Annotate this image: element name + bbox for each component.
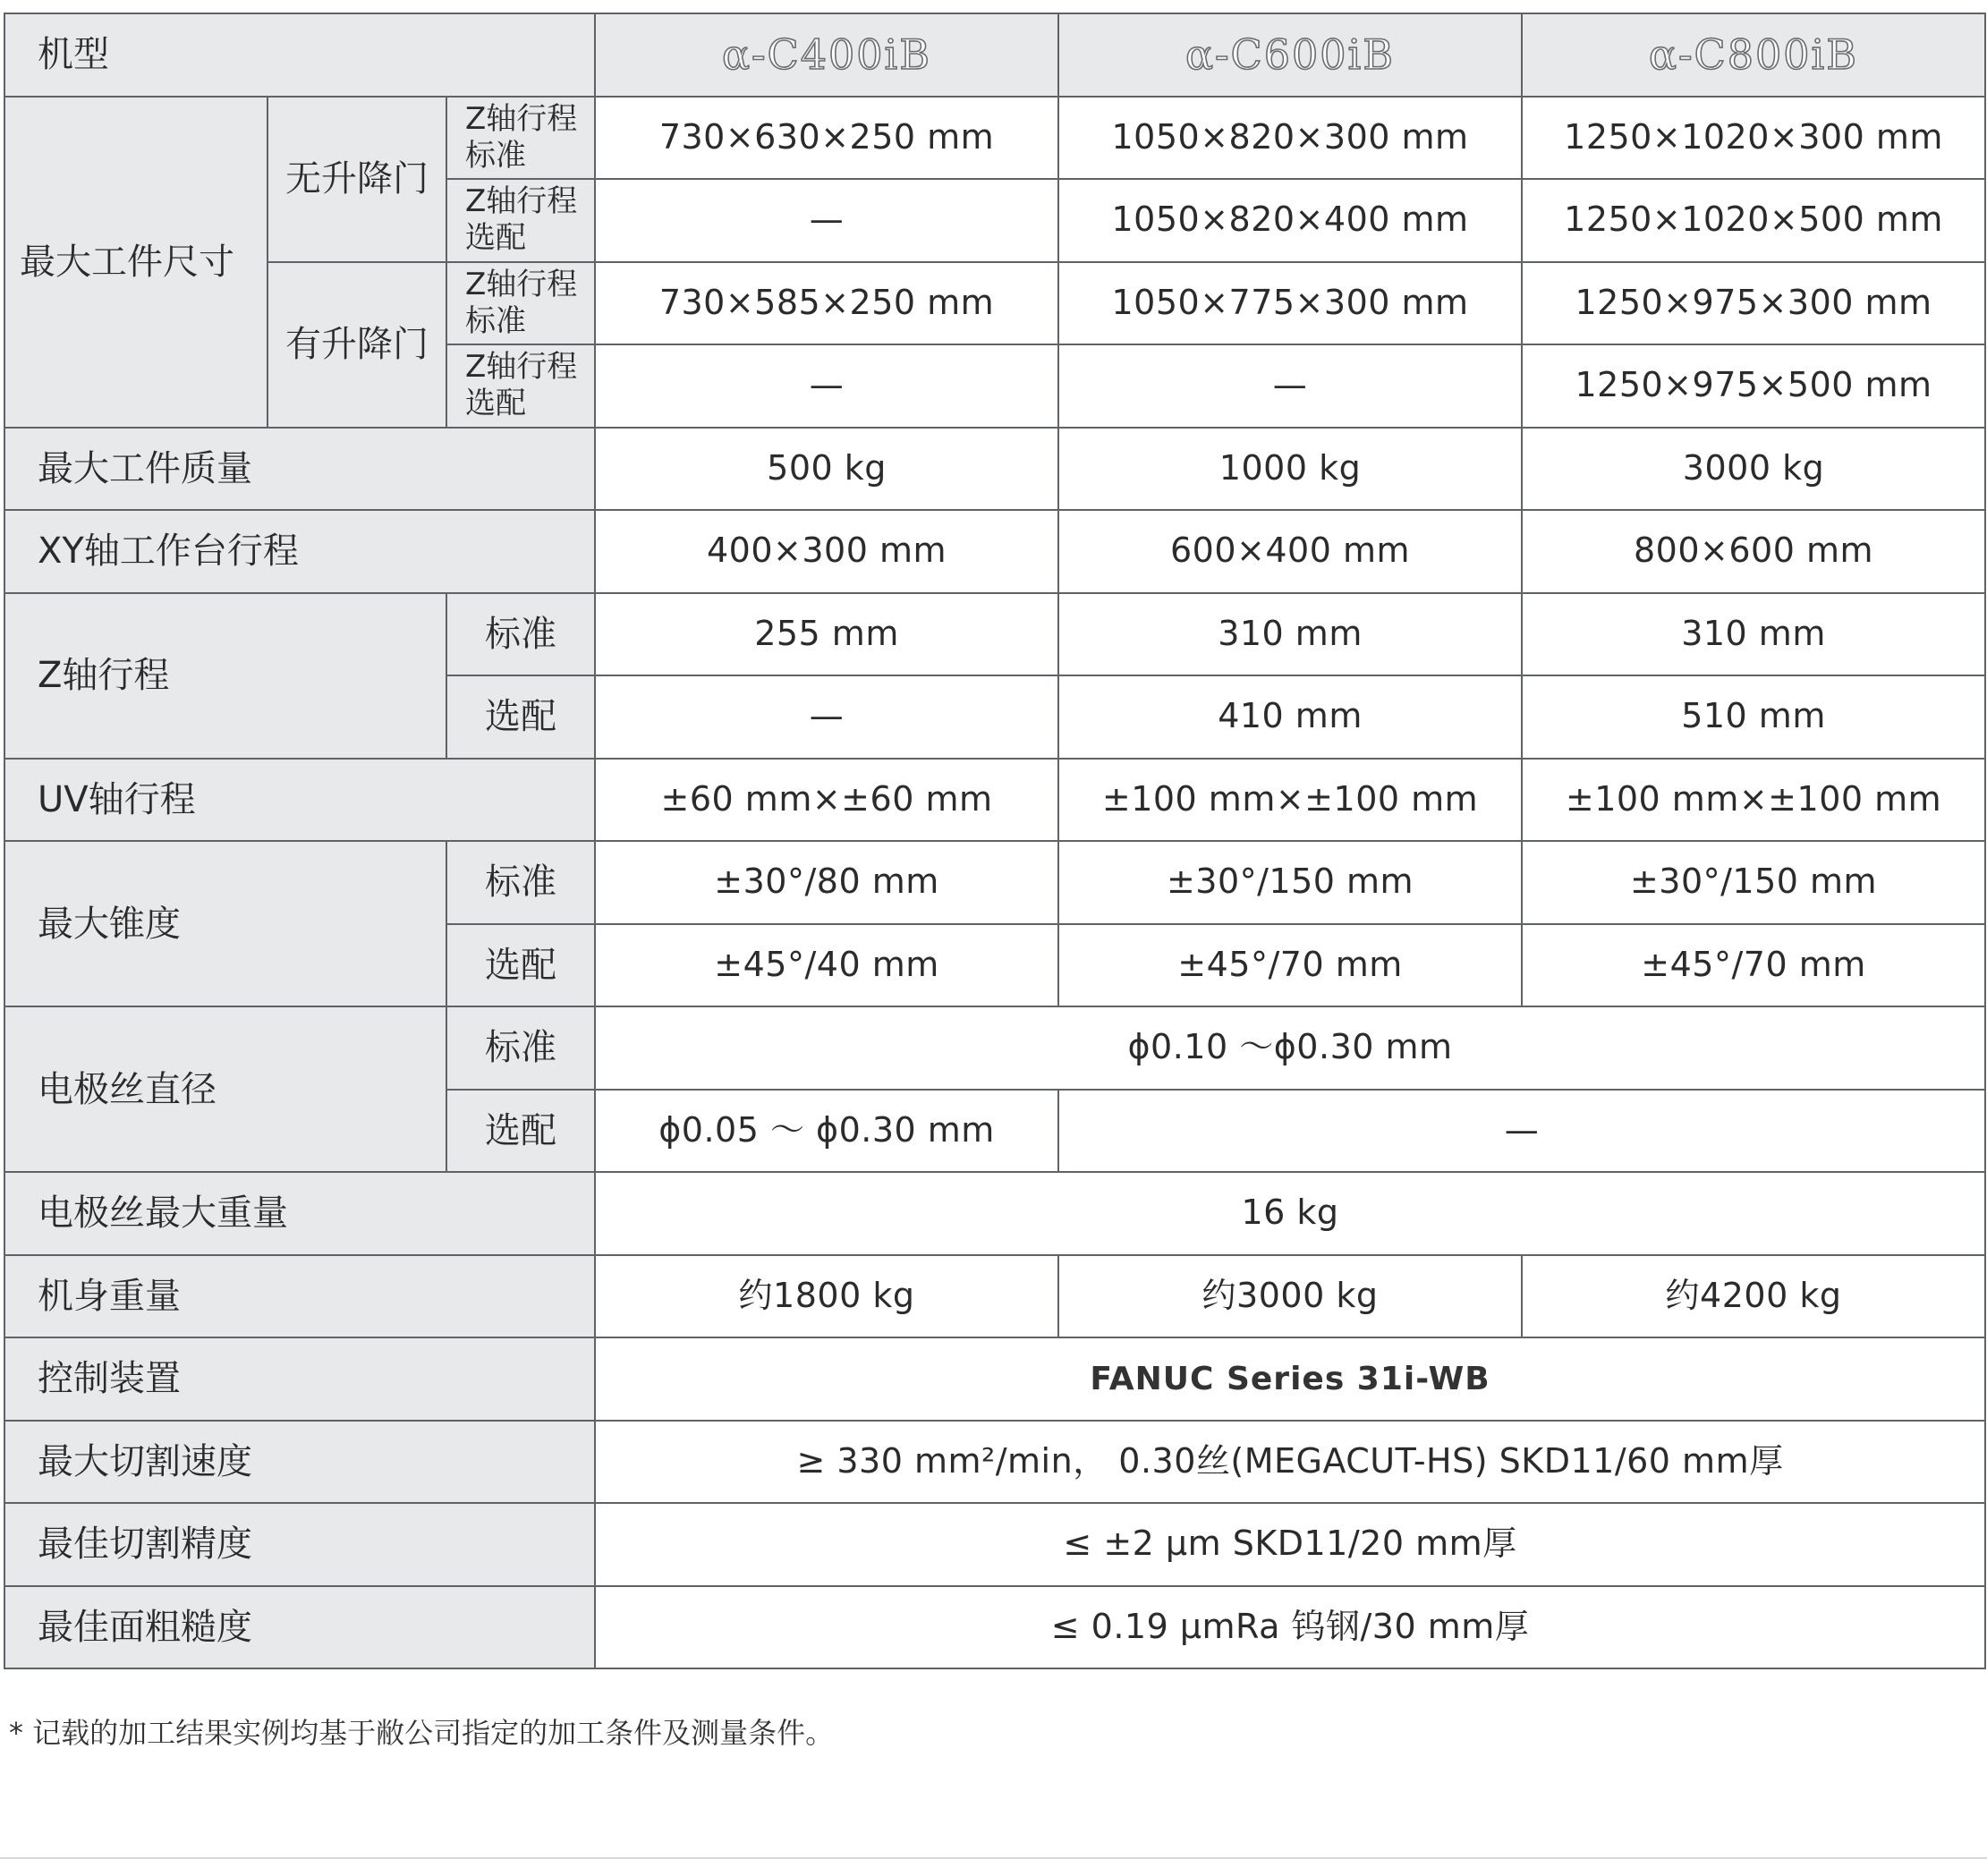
max-cutting-speed-label: 最大切割速度 [4,1421,595,1504]
value-cell: ≥ 330 mm²/min， 0.30丝(MEGACUT-HS) SKD11/60 mm厚 [595,1421,1985,1504]
table-row [4,1503,1985,1586]
value-cell: 1050×820×300 mm [1058,97,1522,180]
value-cell: — [595,344,1058,428]
z-std-sublabel: Z轴行程标准 [446,262,595,345]
opt-sublabel: 选配 [446,675,595,759]
value-cell: 约4200 kg [1522,1255,1985,1338]
max-taper-label: 最大锥度 [4,841,446,1006]
value-cell: 1000 kg [1058,428,1522,511]
table-row [4,1172,1985,1255]
table-row [4,510,1985,593]
table-row [4,593,1985,676]
value-cell: 1250×1020×300 mm [1522,97,1985,180]
value-cell: 410 mm [1058,675,1522,759]
table-row [4,841,1985,924]
z-opt-sublabel: Z轴行程选配 [446,344,595,428]
value-cell: 1250×975×300 mm [1522,262,1985,345]
max-workpiece-size-label: 最大工件尺寸 [4,97,267,428]
value-cell: — [595,179,1058,262]
value-cell: 1050×775×300 mm [1058,262,1522,345]
value-cell: 255 mm [595,593,1058,676]
value-cell: ≤ ±2 μm SKD11/20 mm厚 [595,1503,1985,1586]
table-row [4,428,1985,511]
value-cell: 500 kg [595,428,1058,511]
std-sublabel: 标准 [446,841,595,924]
z-travel-label: Z轴行程 [4,593,446,759]
value-cell: 800×600 mm [1522,510,1985,593]
value-cell: 600×400 mm [1058,510,1522,593]
value-cell: 1250×975×500 mm [1522,344,1985,428]
model-c400-header: α-C400iB [595,13,1058,97]
header-row [4,13,1985,97]
wire-diameter-label: 电极丝直径 [4,1006,446,1172]
std-sublabel: 标准 [446,593,595,676]
value-cell: 310 mm [1058,593,1522,676]
controller-value: FANUC Series 31i-WB [595,1337,1985,1421]
max-mass-label: 最大工件质量 [4,428,595,511]
lift-door-label: 有升降门 [267,262,446,428]
value-cell: ϕ0.10 ～ϕ0.30 mm [595,1006,1985,1090]
table-row [4,97,1985,180]
no-lift-door-label: 无升降门 [267,97,446,262]
value-cell: 1250×1020×500 mm [1522,179,1985,262]
value-cell: 310 mm [1522,593,1985,676]
spec-table [4,13,1986,1669]
xy-travel-label: XY轴工作台行程 [4,510,595,593]
value-cell: ±30°/80 mm [595,841,1058,924]
value-cell: — [1058,344,1522,428]
footnote: * 记载的加工结果实例均基于敝公司指定的加工条件及测量条件。 [9,1716,835,1750]
model-header-label: 机型 [4,13,595,97]
best-roughness-label: 最佳面粗糙度 [4,1586,595,1669]
value-cell: 约3000 kg [1058,1255,1522,1338]
value-cell: — [595,675,1058,759]
value-cell: ±60 mm×±60 mm [595,759,1058,842]
value-cell: ±30°/150 mm [1522,841,1985,924]
opt-sublabel: 选配 [446,924,595,1007]
model-c600-header: α-C600iB [1058,13,1522,97]
table-row [4,1586,1985,1669]
value-cell: 1050×820×400 mm [1058,179,1522,262]
value-cell: ±45°/70 mm [1058,924,1522,1007]
machine-weight-label: 机身重量 [4,1255,595,1338]
value-cell: 16 kg [595,1172,1985,1255]
controller-label: 控制装置 [4,1337,595,1421]
table-row [4,1421,1985,1504]
table-row [4,1006,1985,1090]
value-cell: ±100 mm×±100 mm [1058,759,1522,842]
table-row [4,1337,1985,1421]
value-cell: ϕ0.05 ～ ϕ0.30 mm [595,1090,1058,1173]
z-std-sublabel: Z轴行程标准 [446,97,595,180]
value-cell: ±30°/150 mm [1058,841,1522,924]
uv-travel-label: UV轴行程 [4,759,595,842]
bottom-divider [0,1857,1987,1859]
std-sublabel: 标准 [446,1006,595,1090]
value-cell: ±45°/70 mm [1522,924,1985,1007]
z-opt-sublabel: Z轴行程选配 [446,179,595,262]
value-cell: 约1800 kg [595,1255,1058,1338]
model-c800-header: α-C800iB [1522,13,1985,97]
value-cell: — [1058,1090,1985,1173]
value-cell: 730×630×250 mm [595,97,1058,180]
value-cell: 510 mm [1522,675,1985,759]
wire-max-weight-label: 电极丝最大重量 [4,1172,595,1255]
value-cell: 3000 kg [1522,428,1985,511]
opt-sublabel: 选配 [446,1090,595,1173]
value-cell: 400×300 mm [595,510,1058,593]
value-cell: ±100 mm×±100 mm [1522,759,1985,842]
value-cell: ±45°/40 mm [595,924,1058,1007]
value-cell: 730×585×250 mm [595,262,1058,345]
value-cell: ≤ 0.19 μmRa 钨钢/30 mm厚 [595,1586,1985,1669]
table-row [4,262,1985,345]
table-row [4,759,1985,842]
table-row [4,1255,1985,1338]
best-accuracy-label: 最佳切割精度 [4,1503,595,1586]
